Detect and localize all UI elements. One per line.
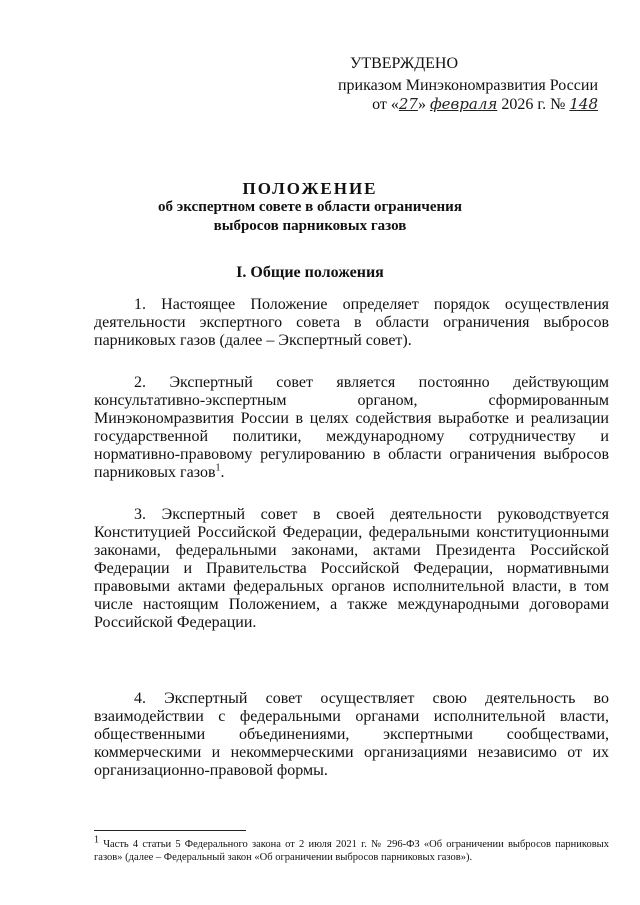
document-subtitle-line2: выбросов парниковых газов xyxy=(213,218,407,234)
footnote-divider xyxy=(94,830,246,831)
approval-order-line: приказом Минэкономразвития России xyxy=(337,77,598,94)
paragraph-4: 4. Экспертный совет осуществляет свою деятельность во взаимодействии с федеральными органами исполнительной власти, общественными объединениями, экспертными сообществами, коммерческими и некоммерческими организациями независимо от их организационно-правовой формы. xyxy=(94,690,609,779)
date-prefix: от « xyxy=(372,96,399,113)
paragraph-1: 1. Настоящее Положение определяет порядок осуществления деятельности экспертного совета в области ограничения выбросов парниковых газов (далее – Экспертный совет). xyxy=(94,296,609,349)
footnote-text: Часть 4 статьи 5 Федерального закона от 2 июля 2021 г. № 296-ФЗ «Об ограничении выбросов парниковых газов» (далее – Федеральный закон «Об ограничении выбросов парниковых газов»). xyxy=(94,839,609,863)
handwritten-day: 27 xyxy=(398,95,418,113)
footnote-number: 1 xyxy=(94,834,99,846)
paragraph-2-end: . xyxy=(220,464,225,481)
date-quote-close: » xyxy=(417,96,426,113)
handwritten-number: 148 xyxy=(569,95,598,113)
document-subtitle-line1: об экспертном совете в области ограничения xyxy=(158,199,462,215)
paragraph-2 xyxy=(94,374,609,482)
footnote xyxy=(94,834,609,864)
paragraph-3: 3. Экспертный совет в своей деятельности руководствуется Конституцией Российской Федерации, федеральными конституционными законами, федеральными законами, актами Президента Российской Федерации и Правительства Российской Федерации, нормативными правовыми актами федеральных органов исполнительной власти, в том числе настоящим Положением, а также международными договорами Российской Федерации. xyxy=(94,506,609,631)
document-body xyxy=(94,0,609,905)
footnote-ref[interactable]: 1 xyxy=(215,462,221,474)
date-year: 2026 г. № xyxy=(501,96,566,113)
paragraph-2-text: 2. Экспертный совет является постоянно действующим консультативно-экспертным органом, сформированным Минэкономразвития России в целях содействия выработке и реализации государственной политики, международному сотрудничеству и нормативно-правовому регулированию в области ограничения выбросов парниковых газов xyxy=(94,374,609,481)
approval-title: УТВЕРЖДЕНО xyxy=(350,55,459,72)
document-title: ПОЛОЖЕНИЕ xyxy=(242,179,378,198)
handwritten-month: февраля xyxy=(429,95,498,113)
section-title: I. Общие положения xyxy=(236,264,384,281)
